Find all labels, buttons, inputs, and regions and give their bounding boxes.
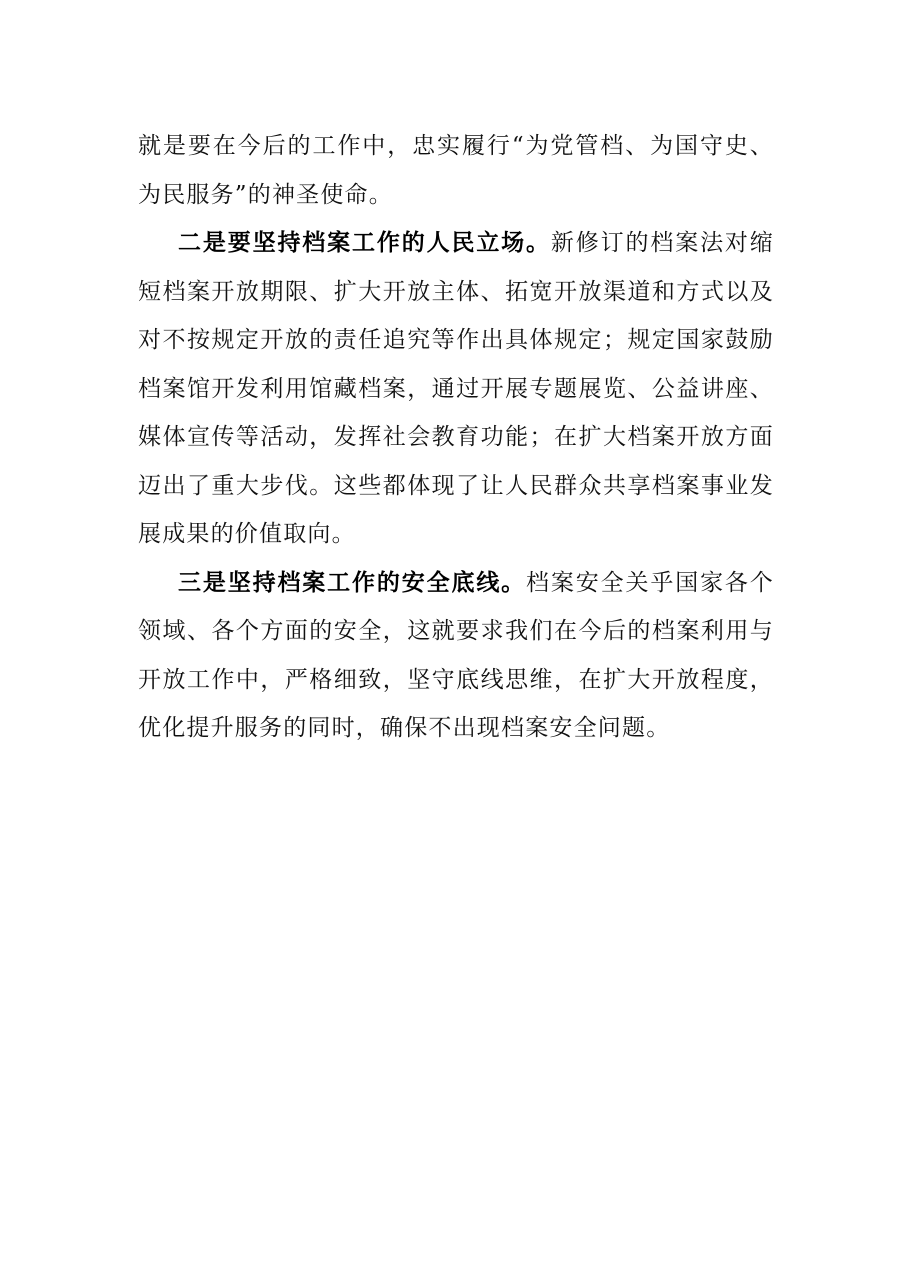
paragraph-people-stance [138,219,774,559]
paragraph-lead-heading: 二是要坚持档案工作的人民立场。 [178,229,551,256]
paragraph-lead-heading: 三是坚持档案工作的安全底线。 [178,568,527,596]
paragraph-text: 档案安全关乎国家各个领域、各个方面的安全，这就要求我们在今后的档案利用与开放工作中，严格细致，坚守底线思维，在扩大开放程度，优化提升服务的同时，确保不出现档案安全问题。 [138,569,774,741]
paragraph-security-baseline [138,559,774,753]
paragraph-text: 新修订的档案法对缩短档案开放期限、扩大开放主体、拓宽开放渠道和方式以及对不按规定开放的责任追究等作出具体规定；规定国家鼓励档案馆开发利用馆藏档案，通过开展专题展览、公益讲座、媒体宣传等活动，发挥社会教育功能；在扩大档案开放方面迈出了重大步伐。这些都体现了让人民群众共享档案事业发展成果的价值取向。 [138,230,774,547]
body-text [138,122,774,753]
paragraph-text: 就是要在今后的工作中，忠实履行“为党管档、为国守史、为民服务”的神圣使命。 [138,133,774,208]
paragraph-continuation [138,122,774,219]
